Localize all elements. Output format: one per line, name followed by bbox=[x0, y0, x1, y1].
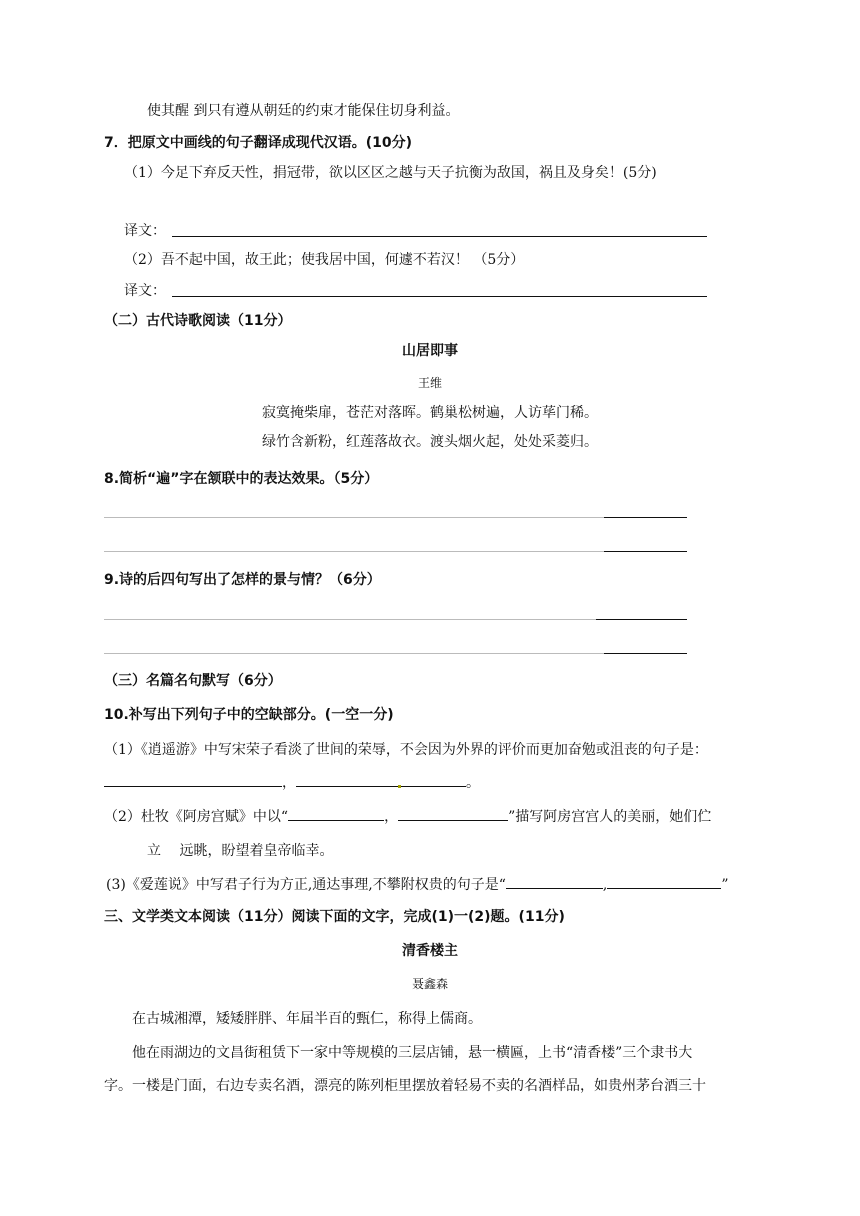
question-7-title: 7．把原文中画线的句子翻译成现代汉语。(10分) bbox=[104, 135, 413, 151]
section-poetry-title: （二）古代诗歌阅读（11分） bbox=[104, 313, 292, 329]
story-title: 清香楼主 bbox=[402, 943, 458, 959]
question-10-sentence-1: （1）《逍遥游》中写宋荣子看淡了世间的荣辱，不会因为外界的评价而更加奋勉或沮丧的句子是： bbox=[104, 742, 708, 758]
comma: ， bbox=[282, 775, 296, 791]
poem-line-2: 绿竹含新粉，红莲落故衣。渡头烟火起，处处采菱归。 bbox=[262, 434, 598, 450]
answer-line bbox=[172, 296, 707, 297]
fill-in-row-1 bbox=[104, 772, 480, 793]
question-10-sentence-2: （2）杜牧《阿房宫赋》中以“ ， ”描写阿房宫宫人的美丽，她们伫 bbox=[104, 806, 711, 827]
blank[interactable] bbox=[296, 772, 466, 787]
stray-mark bbox=[398, 785, 401, 788]
section-dictation-title: （三）名篇名句默写（6分） bbox=[104, 673, 282, 689]
text-line: 使其醒 到只有遵从朝廷的约束才能保住切身利益。 bbox=[147, 103, 460, 119]
blank[interactable] bbox=[607, 874, 721, 889]
answer-line bbox=[604, 517, 687, 518]
part-3-title: 三、文学类文本阅读（11分）阅读下面的文字，完成(1)一(2)题。(11分) bbox=[104, 909, 565, 925]
story-paragraph-2-line-1: 他在雨湖边的文昌街租赁下一家中等规模的三层店铺，悬一横匾，上书“清香楼”三个隶书大 bbox=[132, 1045, 693, 1061]
question-9-title: 9.诗的后四句写出了怎样的景与情？（6分） bbox=[104, 572, 381, 588]
answer-line bbox=[596, 619, 687, 620]
answer-line bbox=[104, 551, 604, 552]
poem-author: 王维 bbox=[417, 376, 442, 390]
period: 。 bbox=[466, 775, 480, 791]
answer-line bbox=[104, 653, 604, 654]
translation-label-1: 译文： bbox=[124, 223, 166, 239]
story-author: 聂鑫森 bbox=[411, 977, 448, 991]
blank[interactable] bbox=[288, 806, 384, 821]
answer-line bbox=[604, 551, 687, 552]
question-8-title: 8.简析“遍”字在颔联中的表达效果。（5分） bbox=[104, 471, 379, 487]
translation-label-2: 译文： bbox=[124, 283, 166, 299]
poem-line-1: 寂寞掩柴扉，苍茫对落晖。鹤巢松树遍，人访荜门稀。 bbox=[262, 405, 598, 421]
answer-line bbox=[104, 619, 596, 620]
answer-line bbox=[104, 517, 604, 518]
question-10-sentence-3: (3)《爱莲说》中写君子行为方正,通达事理,不攀附权贵的句子是“ , ” bbox=[106, 874, 729, 895]
story-paragraph-2-line-2: 字。一楼是门面，右边专卖名酒，漂亮的陈列柜里摆放着轻易不卖的名酒样品，如贵州茅台酒三十 bbox=[104, 1078, 706, 1094]
question-10-sentence-2-continued: 立 远眺，盼望着皇帝临幸。 bbox=[147, 843, 334, 859]
blank[interactable] bbox=[104, 772, 282, 787]
question-10-title: 10.补写出下列句子中的空缺部分。(一空一分) bbox=[104, 707, 394, 723]
question-7-sentence-1: （1）今足下弃反天性，捐冠带，欲以区区之越与天子抗衡为敌国，祸且及身矣！(5分) bbox=[124, 165, 657, 181]
story-paragraph-1: 在古城湘潭，矮矮胖胖、年届半百的甄仁，称得上儒商。 bbox=[132, 1011, 482, 1027]
blank[interactable] bbox=[506, 874, 603, 889]
blank[interactable] bbox=[398, 806, 508, 821]
answer-line bbox=[604, 653, 687, 654]
question-7-sentence-2: （2）吾不起中国，故王此；使我居中国，何遽不若汉！ （5分） bbox=[124, 252, 525, 268]
poem-title: 山居即事 bbox=[402, 343, 458, 359]
answer-line bbox=[172, 236, 707, 237]
